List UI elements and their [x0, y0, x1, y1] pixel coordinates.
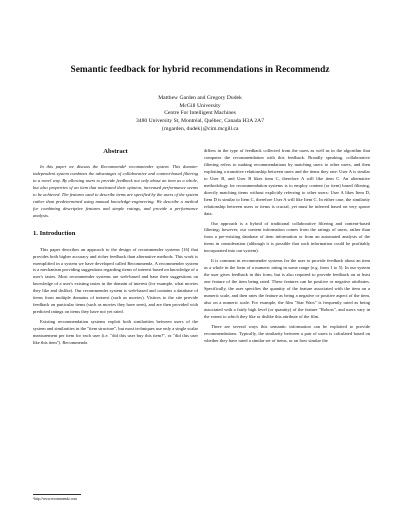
- abstract-text: In this paper we discuss the Recommendz¹ recommender system. This domain-independent system combines the advantages of collaborative and content-based filtering in a novel way. By allowing users to provide feedback not only about an item as a whole, but also properties of an item that motivated their opinion, increased performance seems to be achieved. The features used to describe items are specified by the users of the system rather than predetermined using manual knowledge-engineering. We describe a method for combining descriptive features and simple ratings, and provide a performance analysis.: [33, 164, 198, 218]
- affiliation: McGill University: [179, 102, 221, 109]
- left-column: [33, 148, 198, 347]
- postal-address: 3480 University St, Montréal, Québec, Canada H3A 2A7: [135, 118, 264, 125]
- introduction-heading: 1. Introduction: [33, 229, 76, 237]
- email-addresses: {mgarden, dudek}@cim.mcgill.ca: [161, 125, 239, 132]
- right-paragraph-4: There are several ways this semantic information can be exploited to provide recommendations. Typically, the similarity between a pair of users is calculated based on whether they have rated a similar set of items, or on how similar the: [204, 323, 370, 343]
- footnote: ¹http://www.recommendz.com: [33, 497, 77, 501]
- right-column: [204, 148, 370, 345]
- right-paragraph-2: Our approach is a hybrid of traditional collaborative filtering and content-based filtering; however, our content information comes from the ratings of users, rather than from a pre-existing database of item information or from an automated analysis of the items in consideration (although it is possible that such information could be profitably incorporated into our system).: [204, 220, 370, 254]
- right-paragraph-1: differs in the type of feedback collected from the users as well as in the algorithm that computes the recommendation with this feedback. Broadly speaking, collaborative filtering refers to making recommendations by matching users to other users, and then exploiting a transitive relationship between users and the items they rate: User A is similar to User B, and User B likes item C, therefore A will like item C. An alternative methodology for recommendation systems is to employ content (or item) based filtering, directly matching items without explicitly referring to other users: User A likes Item D, Item D is similar to Item C, therefore User A will like Item C. In either case, the similarity relationship between users or items is crucial, yet must be inferred based on very sparse data.: [204, 148, 370, 216]
- paper-title: Semantic feedback for hybrid recommendations in Recommendz: [70, 65, 330, 75]
- intro-paragraph-1: This paper describes an approach to the design of recommender systems [16] that provides both higher accuracy and richer feedback than alternative methods. This work is exemplified in a system we have developed called Recommendz. A recommender system is a mechanism providing suggestions regarding items of interest based on knowledge of a user's tastes. Most recommender systems are web-based and base their suggestions on knowledge of a user's existing tastes in the domain of interest (for example, what movies they like and dislike). Our recommender system is web-based and contains a database of items from multiple domains of interest (such as movies). Visitors to the site provide feedback on particular items (such as movies they have seen), and are then provided with predicted ratings on items they have not yet rated.: [33, 246, 198, 315]
- right-paragraph-3: It is common in recommender systems for the user to provide feedback about an item as a whole in the form of a numeric rating in some range (e.g. from 1 to 5). In our system the user gives feedback in this form, but is also required to provide feedback on at least one feature of the item being rated. These features can be positive or negative attributes. Specifically, the user specifies the quantity of the feature associated with the item on a numeric scale, and then rates the feature as being a negative or positive aspect of the item, also on a numeric scale. For example, the film "Star Wars" is frequently rated as being associated with a fairly high level (or quantity) of the feature "Robots", and users vary in the extent to which they like or dislike this attribute of the film.: [204, 258, 370, 319]
- abstract-heading: Abstract: [103, 148, 128, 155]
- author-block: [20, 95, 380, 134]
- abstract-section: [33, 164, 198, 220]
- intro-paragraph-2: Existing recommendation systems exploit both similarities between users of the system and similarities in the "item structure", but most techniques use only a single scalar measurement per item for each user (i.e. "did this user buy this item?", or "did this user like this item"). Recommendz: [33, 319, 198, 346]
- footnote-divider: [33, 494, 81, 495]
- research-centre: Centre For Intelligent Machines: [164, 110, 236, 117]
- author-names: Matthew Garden and Gregory Dudek: [158, 95, 242, 101]
